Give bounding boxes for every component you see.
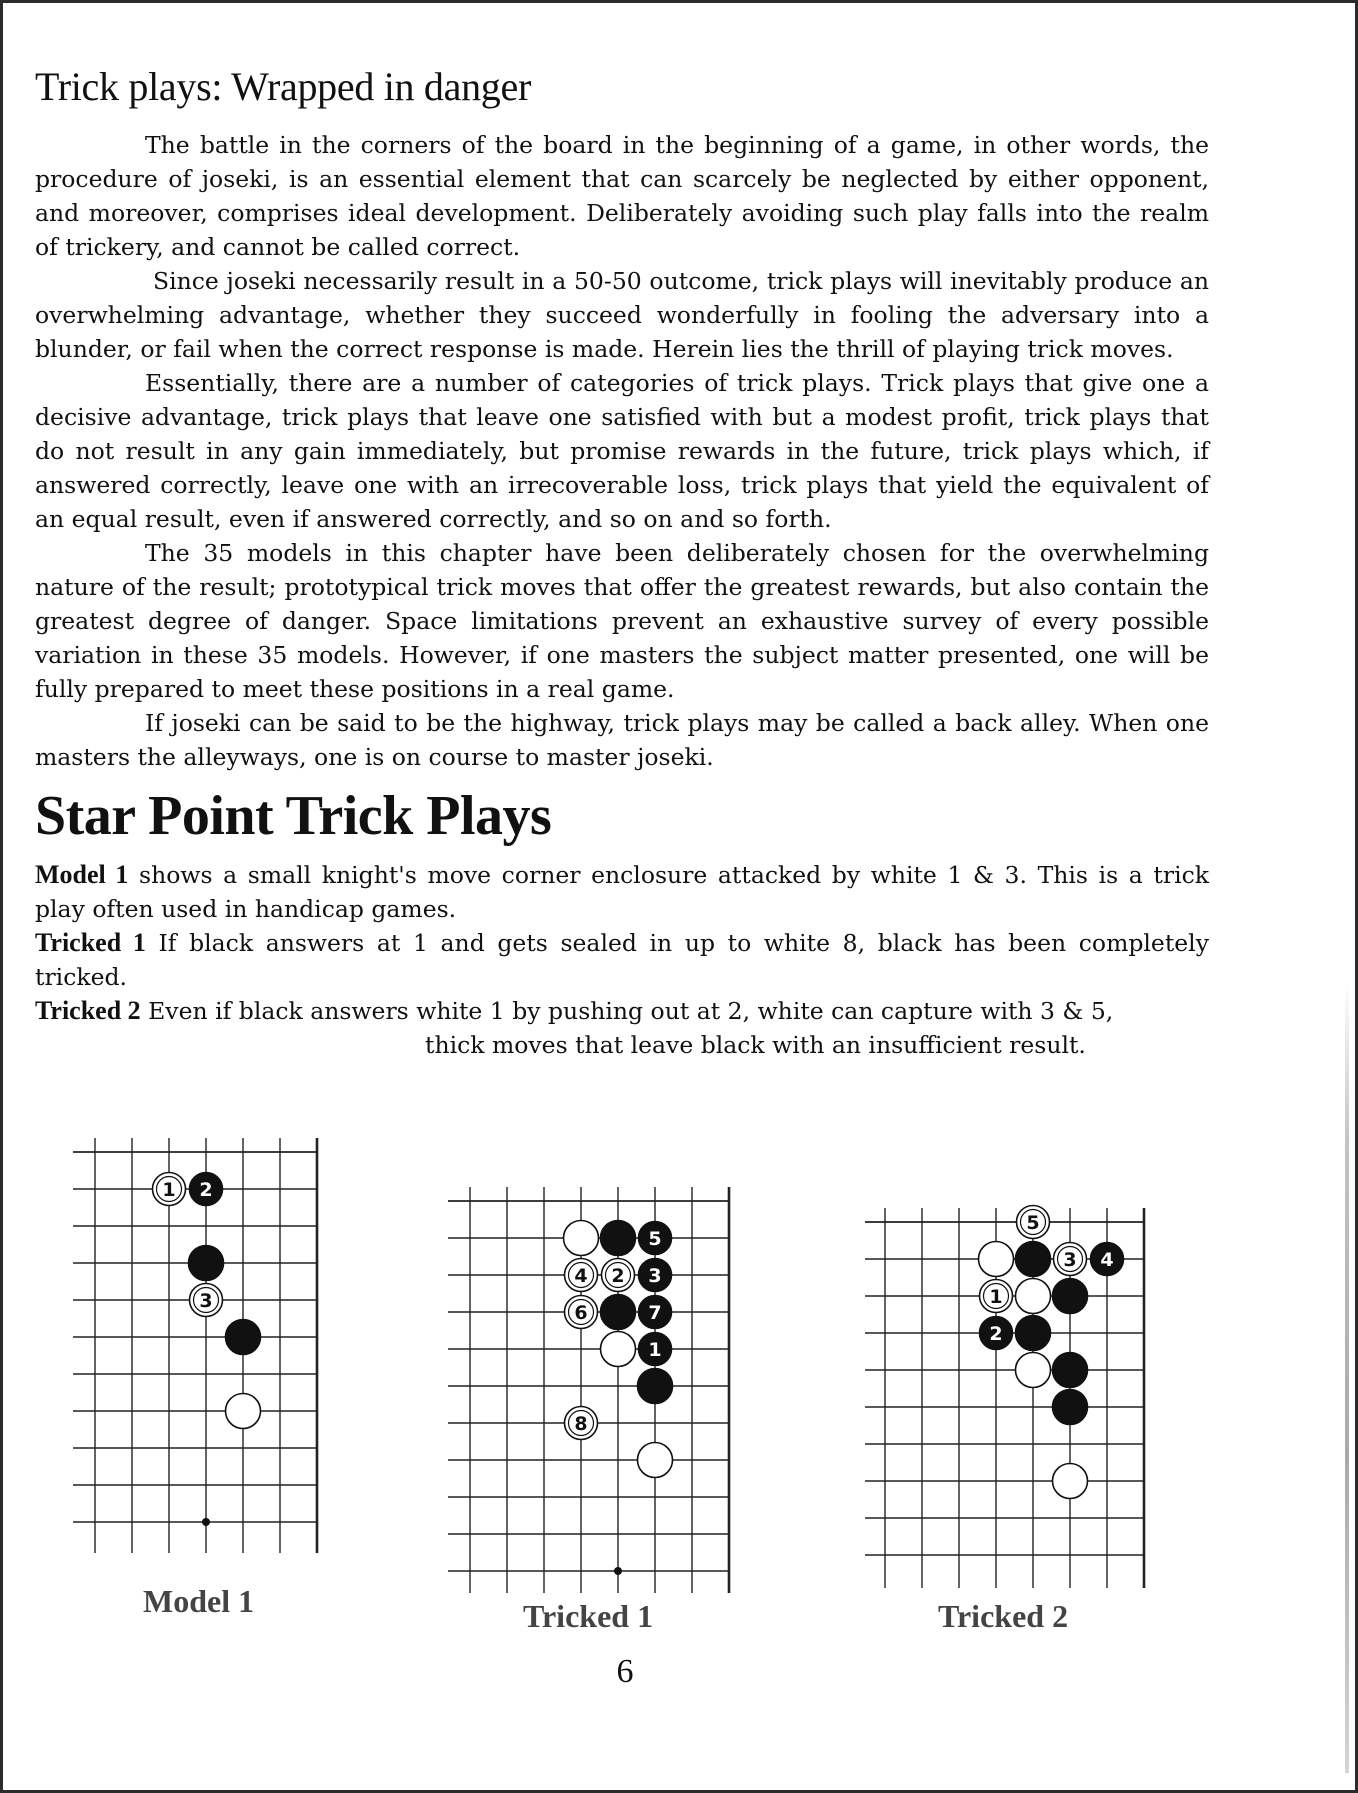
stone-number: 5: [1026, 1212, 1040, 1234]
white-stone: [1017, 1206, 1050, 1239]
stone-number: 1: [989, 1286, 1003, 1308]
black-stone: [638, 1369, 673, 1404]
white-stone: [602, 1259, 635, 1292]
black-stone: [1053, 1353, 1088, 1388]
stone-body: [601, 1221, 636, 1256]
white-stone: [1054, 1243, 1087, 1276]
black-stone: [1016, 1242, 1051, 1277]
white-stone: [979, 1242, 1014, 1277]
page-number: 6: [616, 1653, 634, 1690]
description-label: Tricked 1: [35, 928, 146, 957]
stone-number: 4: [1100, 1249, 1114, 1271]
stone-body: [226, 1394, 261, 1429]
white-stone: [565, 1407, 598, 1440]
stone-number: 2: [989, 1323, 1003, 1345]
black-stone: [601, 1295, 636, 1330]
stone-body: [1016, 1279, 1051, 1314]
diagram-tricked-2: [865, 1168, 1155, 1588]
stone-number: 3: [1063, 1249, 1077, 1271]
black-stone: [980, 1317, 1013, 1350]
description-text: shows a small knight's move corner enclosure attacked by white 1 & 3. This is a trick play often used in handicap games.: [35, 861, 1209, 923]
stone-body: [1053, 1464, 1088, 1499]
stone-body: [1053, 1353, 1088, 1388]
white-stone: [226, 1394, 261, 1429]
caption-tricked-1: Tricked 1: [523, 1598, 654, 1634]
intro-paragraph-1: The battle in the corners of the board in the beginning of a game, in other words, the procedure of joseki, is an essential element that can scarcely be neglected by either opponent, and moreover, comprises ideal development. Deliberately avoiding such play falls into the realm of trickery, and cannot be called correct.: [35, 131, 1209, 261]
stone-body: [638, 1369, 673, 1404]
stone-body: [1016, 1242, 1051, 1277]
black-stone: [639, 1296, 672, 1329]
stone-number: 1: [162, 1179, 176, 1201]
description-text: If black answers at 1 and gets sealed in up to white 8, black has been completely tricked.: [35, 929, 1209, 991]
stone-number: 3: [648, 1265, 662, 1287]
stone-body: [638, 1443, 673, 1478]
black-stone: [1016, 1316, 1051, 1351]
description-text: Even if black answers white 1 by pushing out at 2, white can capture with 3 & 5,: [140, 997, 1114, 1025]
intro-paragraph-4: The 35 models in this chapter have been deliberately chosen for the overwhelming nature of the result; prototypical trick moves that offer the greatest rewards, but also contain the greatest degree of danger. Space limitations prevent an exhaustive survey of every possible variation in these 35 models. However, if one masters the subject matter presented, one will be fully prepared to meet these positions in a real game.: [35, 539, 1209, 703]
stone-body: [189, 1246, 224, 1281]
white-stone: [190, 1284, 223, 1317]
page-edge-shadow: [1345, 983, 1349, 1773]
stone-body: [1016, 1353, 1051, 1388]
intro-paragraph-5: If joseki can be said to be the highway, trick plays may be called a back alley. When one masters the alleyways, one is on course to master joseki.: [35, 709, 1209, 771]
description-tricked-1: [35, 926, 1209, 994]
black-stone: [601, 1221, 636, 1256]
white-stone: [601, 1332, 636, 1367]
intro-paragraph-3: Essentially, there are a number of categories of trick plays. Trick plays that give one a decisive advantage, trick plays that leave one satisfied with but a modest profit, trick plays that do not result in any gain immediately, but promise rewards in the future, trick plays which, if answered correctly, leave one with an irrecoverable loss, trick plays that yield the equivalent of an equal result, even if answered correctly, and so on and so forth.: [35, 369, 1209, 533]
stone-number: 8: [574, 1413, 588, 1435]
diagram-tricked-1: [448, 1183, 738, 1593]
white-stone: [638, 1443, 673, 1478]
stone-body: [601, 1295, 636, 1330]
caption-tricked-2: Tricked 2: [938, 1598, 1069, 1634]
black-stone: [1053, 1390, 1088, 1425]
intro-paragraph-2: Since joseki necessarily result in a 50-50 outcome, trick plays will inevitably produce an overwhelming advantage, whether they succeed wonderfully in fooling the adversary into a blunder, or fail when the correct response is made. Herein lies the thrill of playing trick moves.: [35, 267, 1209, 363]
hoshi-point: [202, 1518, 210, 1526]
stone-number: 2: [199, 1179, 213, 1201]
stone-number: 3: [199, 1290, 213, 1312]
black-stone: [190, 1173, 223, 1206]
black-stone: [1091, 1243, 1124, 1276]
stone-number: 6: [574, 1302, 588, 1324]
page-title: Trick plays: Wrapped in danger: [35, 64, 531, 109]
stone-number: 5: [648, 1228, 662, 1250]
white-stone: [1016, 1353, 1051, 1388]
stone-body: [1016, 1316, 1051, 1351]
white-stone: [1053, 1464, 1088, 1499]
black-stone: [639, 1333, 672, 1366]
stone-number: 4: [574, 1265, 588, 1287]
black-stone: [189, 1246, 224, 1281]
stone-body: [1053, 1390, 1088, 1425]
stone-body: [564, 1221, 599, 1256]
black-stone: [639, 1259, 672, 1292]
content: [35, 63, 1209, 1062]
white-stone: [565, 1259, 598, 1292]
stone-body: [979, 1242, 1014, 1277]
white-stone: [564, 1221, 599, 1256]
caption-model-1: Model 1: [143, 1583, 255, 1619]
stone-number: 2: [611, 1265, 625, 1287]
stone-body: [601, 1332, 636, 1367]
white-stone: [980, 1280, 1013, 1313]
stone-number: 1: [648, 1339, 662, 1361]
description-tricked-2: [35, 994, 1209, 1028]
stone-number: 7: [648, 1302, 662, 1324]
diagram-model-1: [73, 1133, 323, 1553]
black-stone: [1053, 1279, 1088, 1314]
section-heading: Star Point Trick Plays: [35, 785, 552, 847]
description-label: Model 1: [35, 860, 129, 889]
description-model-1: [35, 858, 1209, 926]
black-stone: [639, 1222, 672, 1255]
hoshi-point: [614, 1567, 622, 1575]
white-stone: [1016, 1279, 1051, 1314]
black-stone: [226, 1320, 261, 1355]
description-continuation: thick moves that leave black with an insufficient result.: [425, 1031, 1086, 1059]
description-label: Tricked 2: [35, 996, 141, 1025]
stone-body: [1053, 1279, 1088, 1314]
white-stone: [565, 1296, 598, 1329]
stone-body: [226, 1320, 261, 1355]
white-stone: [153, 1173, 186, 1206]
